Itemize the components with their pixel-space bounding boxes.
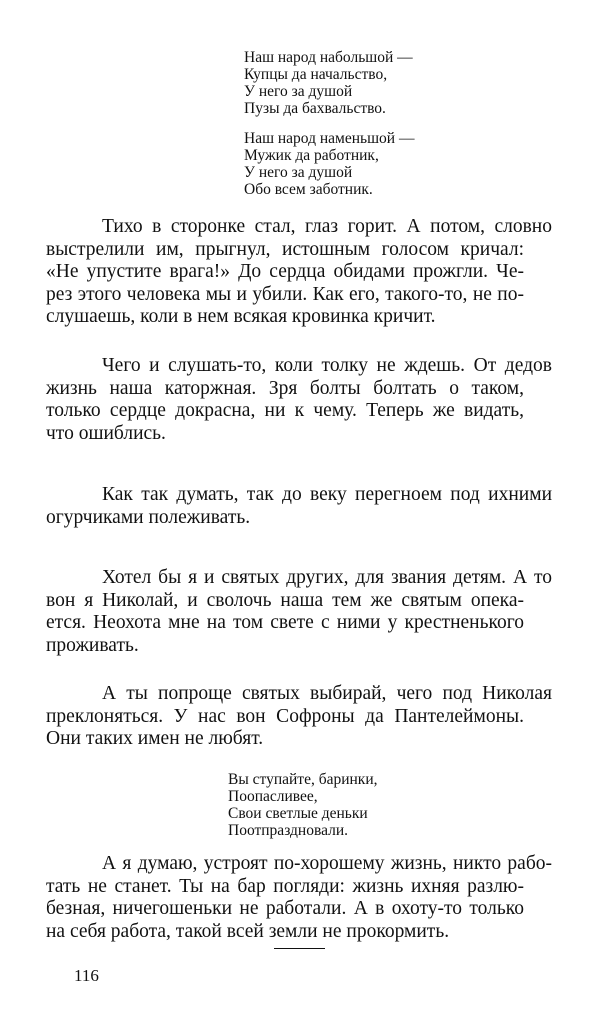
- verse-stanza-3: [228, 771, 378, 839]
- text-line: А ты попроще святых выбирай, чего под Николая: [102, 683, 552, 704]
- paragraph-1: [46, 216, 552, 329]
- text-line: огурчиками полеживать.: [46, 506, 251, 528]
- verse-line: Обо всем заботник.: [244, 181, 373, 198]
- text-line: что ошиблись.: [46, 422, 166, 444]
- verse-stanza-2: [244, 130, 414, 198]
- paragraph-2: [46, 355, 552, 445]
- verse-line: Наш народ наменьшой —: [244, 130, 415, 147]
- text-line: рез этого человека мы и убили. Как его, такого-то, не по-: [46, 283, 524, 305]
- verse-line: Вы ступайте, баринки,: [228, 771, 378, 788]
- text-line: Чего и слушать-то, коли толку не ждешь. От дедов: [102, 355, 552, 376]
- text-line: ется. Неохота мне на том свете с ними у крестненького: [46, 612, 524, 633]
- verse-line: Мужик да работник,: [244, 147, 379, 164]
- verse-line: Купцы да начальство,: [244, 66, 388, 83]
- paragraph-5: [46, 683, 552, 751]
- paragraph-4: [46, 567, 552, 657]
- verse-line: У него за душой: [244, 83, 353, 100]
- paragraph-6: [46, 853, 552, 943]
- text-line: «Не упустите врага!» До сердца обидами прожгли. Че-: [46, 261, 524, 282]
- text-line: проживать.: [46, 634, 139, 656]
- text-line: на себя работа, такой всей земли не прокормить.: [46, 920, 450, 942]
- verse-line: Поотпраздновали.: [228, 822, 348, 839]
- text-line: преклоняться. У нас вон Софроны да Пантелеймоны.: [46, 705, 524, 727]
- text-line: слушаешь, коли в нем всякая кровинка кричит.: [46, 306, 436, 327]
- text-line: жизнь наша каторжная. Зря болты болтать о таком,: [46, 377, 524, 399]
- section-divider: [274, 948, 325, 949]
- text-line: Хотел бы я и святых других, для звания детям. А то: [102, 567, 552, 588]
- text-line: А я думаю, устроят по-хорошему жизнь, никто рабо-: [102, 853, 552, 874]
- verse-line: Наш народ набольшой —: [244, 49, 413, 66]
- text-line: выстрелили им, прыгнул, истошным голосом кричал:: [46, 238, 524, 260]
- paragraph-3: [46, 484, 552, 529]
- verse-stanza-1: [244, 49, 413, 117]
- text-line: Они таких имен не любят.: [46, 728, 264, 749]
- verse-line: Пузы да бахвальство.: [244, 100, 386, 117]
- text-line: Как так думать, так до веку перегноем под ихними: [102, 484, 552, 505]
- verse-line: Поопасливее,: [228, 788, 318, 805]
- text-line: тать не станет. Ты на бар погляди: жизнь ихняя разлю-: [46, 875, 524, 897]
- verse-line: У него за душой: [244, 164, 353, 181]
- text-line: Тихо в сторонке стал, глаз горит. А потом, словно: [102, 216, 552, 237]
- page-number: 116: [74, 966, 99, 985]
- verse-line: Свои светлые деньки: [228, 805, 368, 822]
- text-line: безная, ничегошеньки не работали. А в охоту-то только: [46, 898, 524, 919]
- text-line: вон я Николай, и сволочь наша тем же святым опека-: [46, 589, 524, 611]
- text-line: только сердце докрасна, ни к чему. Теперь же видать,: [46, 400, 524, 421]
